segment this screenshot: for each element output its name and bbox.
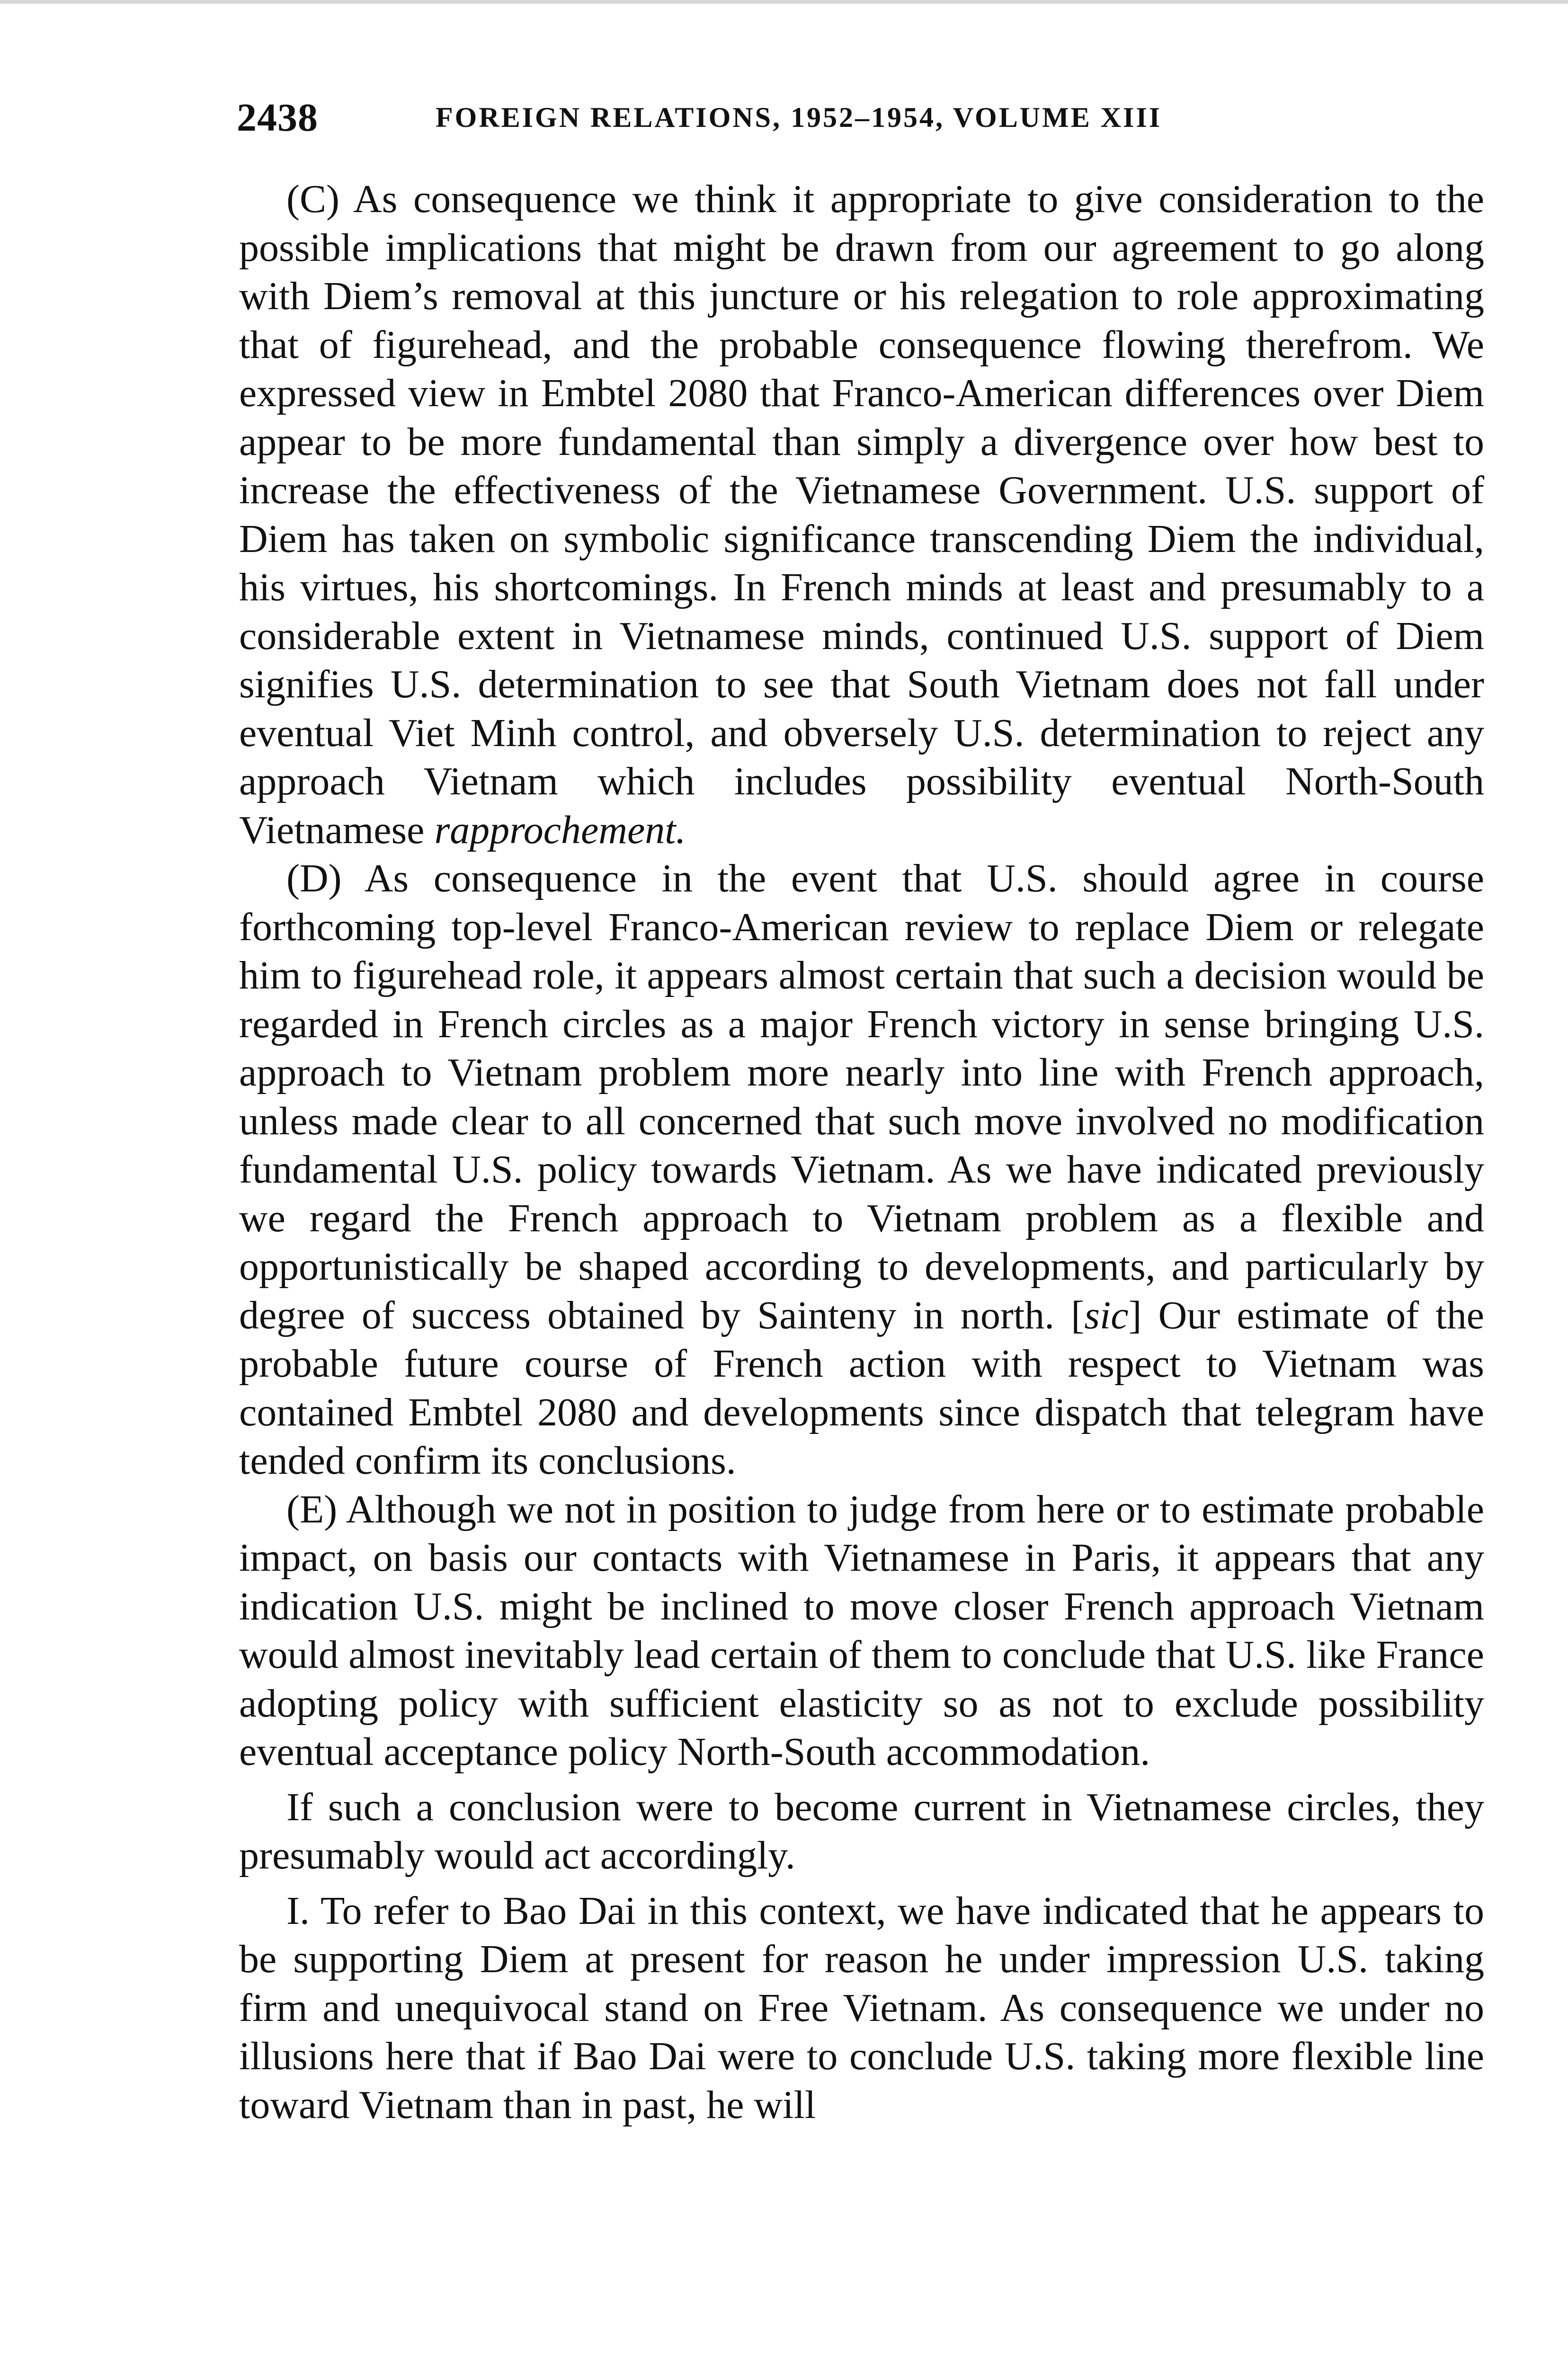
paragraph-d-text: (D) As consequence in the event that U.S. should agree in course forthcoming top-level Franco-American review to replace Diem or relegate him to figurehead role, it appears almost certain that such a decision would be regarded in French circles as a major French victory in sense bringing U.S. approach to Vietnam problem more nearly into line with French approach, unless made clear to all concerned that such move involved no modification fundamental U.S. policy towards Vietnam. As we have indicated previously we regard the French approach to Vietnam problem as a flexible and opportunistically be shaped according to developments, and particularly by degree of success obtained by Sainteny in north. [: [239, 856, 1484, 1337]
paragraph-d: [239, 854, 1484, 1486]
paragraph-c: [239, 175, 1484, 854]
body-text: [239, 175, 1484, 2129]
paragraph-conclusion: [239, 1783, 1484, 1880]
scan-top-edge: [0, 0, 1568, 4]
paragraph-e-text: (E) Although we not in position to judge from here or to estimate probable impact, on basis our contacts with Vietnamese in Paris, it appears that any indication U.S. might be inclined to move closer French approach Vietnam would almost inevitably lead certain of them to conclude that U.S. like France adopting policy with sufficient elasticity so as not to exclude possibility eventual acceptance policy North-South accommodation.: [239, 1487, 1484, 1774]
running-title: FOREIGN RELATIONS, 1952–1954, VOLUME XIII: [436, 102, 1162, 133]
paragraph-d-italic: sic: [1084, 1293, 1129, 1337]
paragraph-d-tail: ] Our estimate of the probable future course of French action with respect to Vietnam was contained Embtel 2080 and developments since dispatch that telegram have tended confirm its conclusions.: [239, 1293, 1484, 1483]
paragraph-c-text: (C) As consequence we think it appropriate to give consideration to the possible implications that might be drawn from our agreement to go along with Diem’s removal at this juncture or his relegation to role approximating that of figurehead, and the probable consequence flowing therefrom. We expressed view in Embtel 2080 that Franco-American differences over Diem appear to be more fundamental than simply a divergence over how best to increase the effectiveness of the Vietnamese Government. U.S. support of Diem has taken on symbolic significance transcending Diem the individual, his virtues, his shortcomings. In French minds at least and presumably to a considerable extent in Vietnamese minds, continued U.S. support of Diem signifies U.S. determination to see that South Vietnam does not fall under eventual Viet Minh control, and obversely U.S. determination to reject any approach Vietnam which includes possibility eventual North-South Vietnamese: [239, 177, 1484, 852]
paragraph-conclusion-text: If such a conclusion were to become current in Vietnamese circles, they presumably would act accordingly.: [239, 1785, 1484, 1878]
paragraph-i-text: I. To refer to Bao Dai in this context, we have indicated that he appears to be supporting Diem at present for reason he under impression U.S. taking firm and unequivocal stand on Free Vietnam. As consequence we under no illusions here that if Bao Dai were to conclude U.S. taking more flexible line toward Vietnam than in past, he will: [239, 1888, 1484, 2127]
paragraph-i: [239, 1887, 1484, 2130]
paragraph-c-italic: rapprochement.: [434, 808, 686, 852]
paragraph-e: [239, 1486, 1484, 1777]
page-number: 2438: [237, 96, 318, 140]
running-head: [237, 95, 1326, 151]
